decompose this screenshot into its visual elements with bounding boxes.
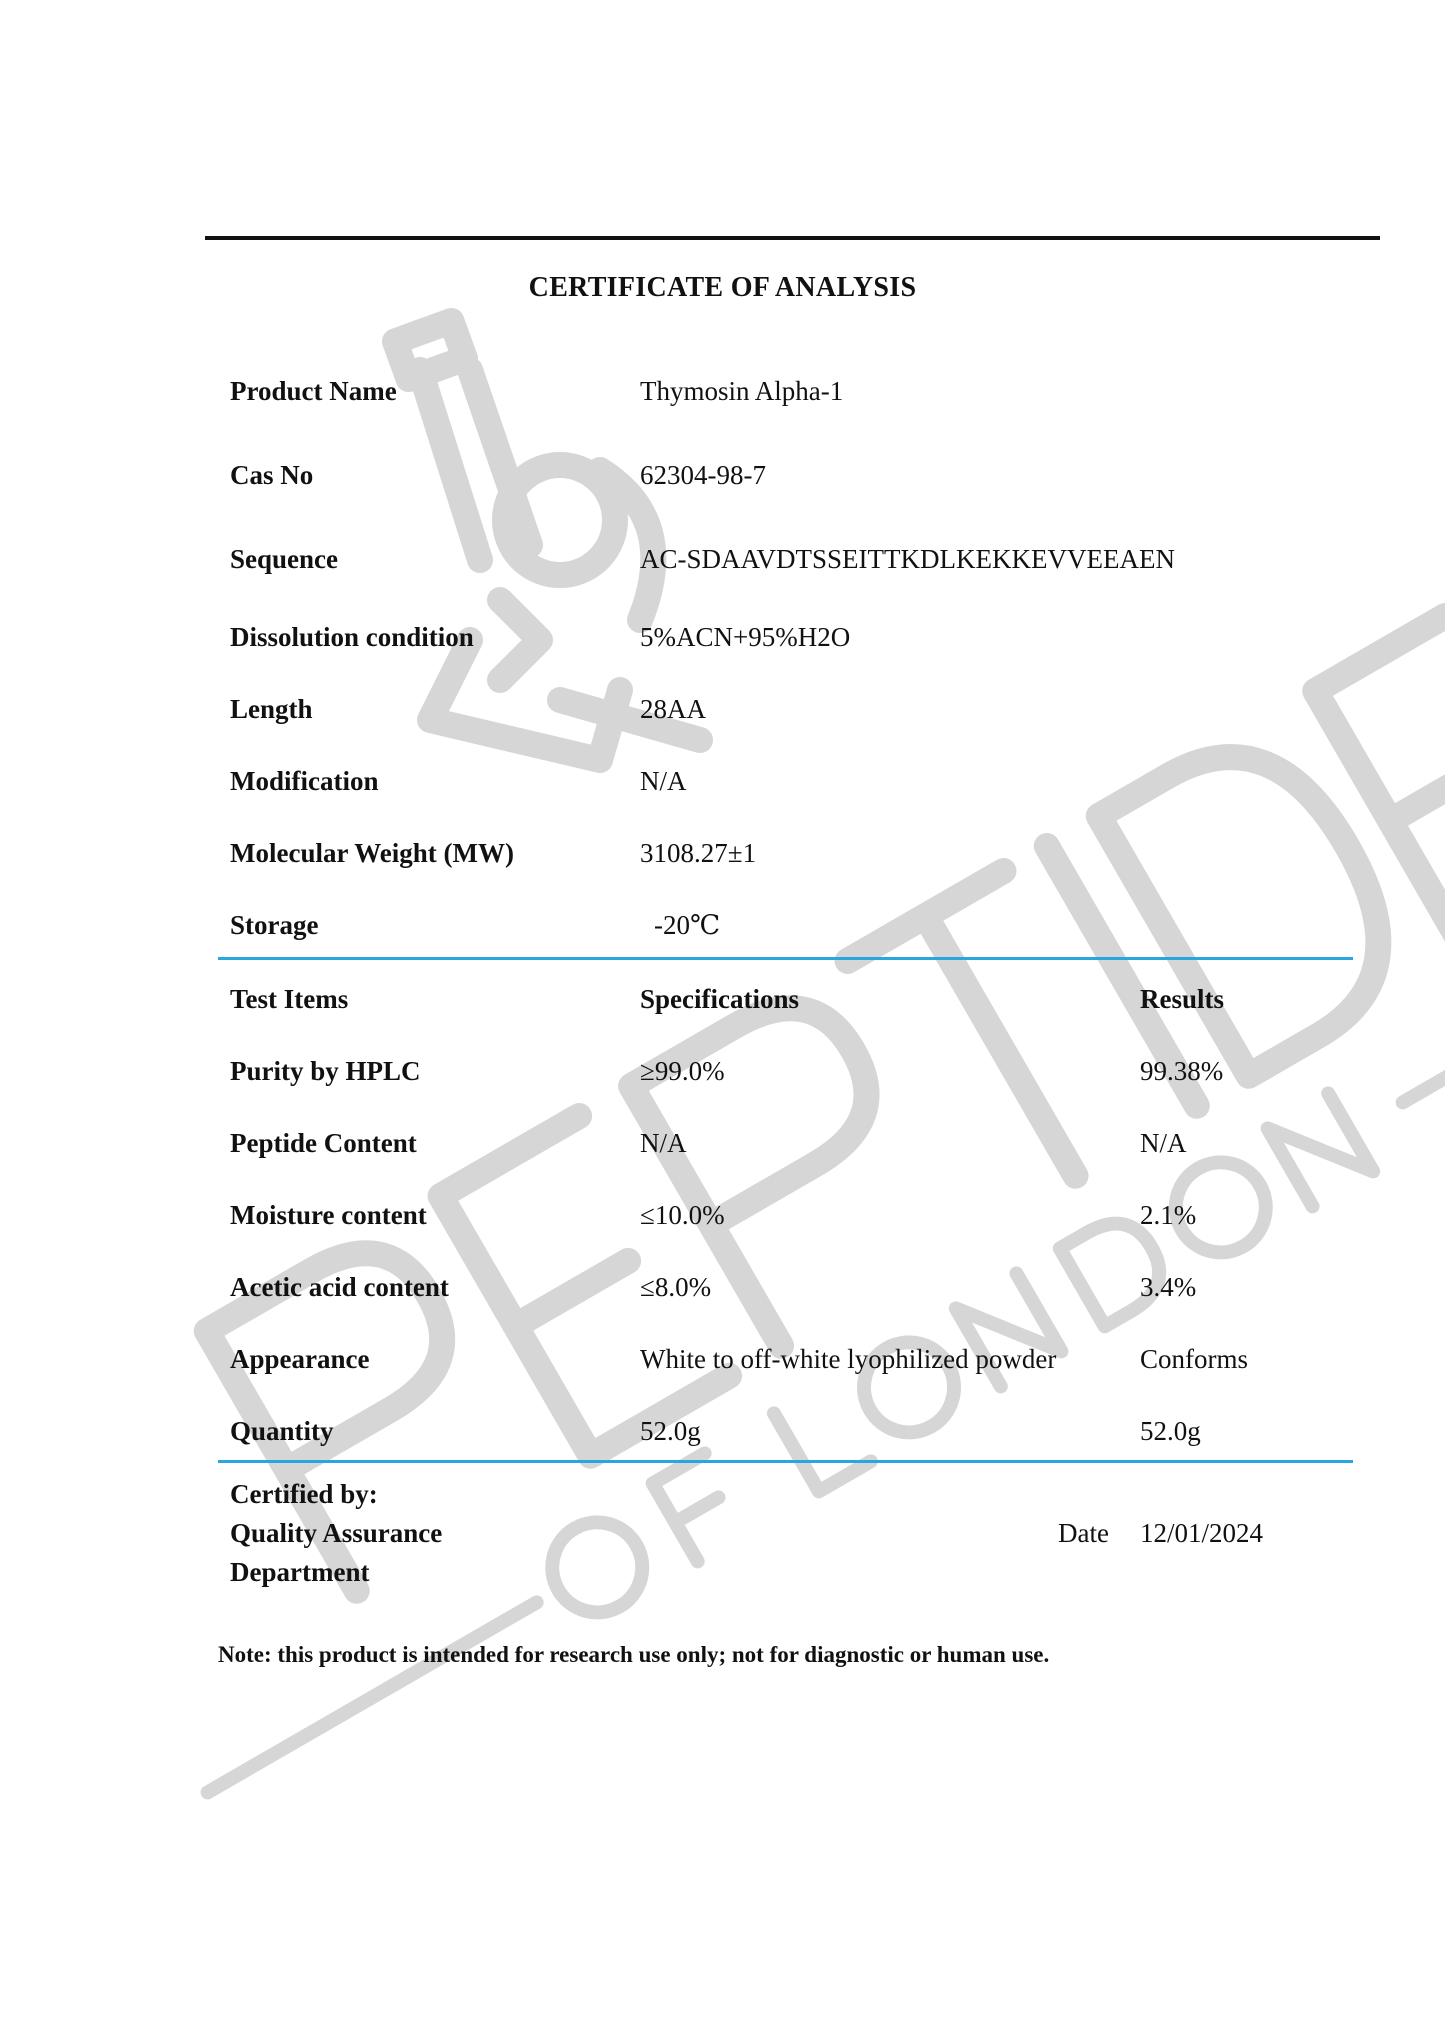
test-spec: ≥99.0% [640,1056,725,1086]
test-result: 3.4% [1140,1272,1197,1302]
table-bottom-divider [218,1460,1353,1463]
info-value: 3108.27±1 [640,838,757,868]
table-top-divider [218,957,1353,960]
top-divider [205,236,1380,240]
info-row-cas-no [0,455,1445,495]
info-label: Length [230,694,313,724]
info-value: Thymosin Alpha-1 [640,376,844,406]
info-label: Modification [230,766,379,796]
date-label: Date [1058,1518,1109,1548]
document-title: CERTIFICATE OF ANALYSIS [528,272,917,303]
table-row [0,1267,1445,1307]
date-value: 12/01/2024 [1140,1518,1264,1548]
info-label: Cas No [230,460,314,490]
info-label: Product Name [230,376,397,406]
test-item: Appearance [230,1344,370,1374]
info-row-molecular-weight [0,833,1445,873]
test-result: 2.1% [1140,1200,1197,1230]
info-row-length [0,689,1445,729]
test-spec: ≤8.0% [640,1272,712,1302]
info-value: 62304-98-7 [640,460,766,490]
info-row-storage [0,905,1445,945]
test-spec: White to off-white lyophilized powder [640,1344,1057,1374]
test-item: Moisture content [230,1200,427,1230]
info-label: Storage [230,910,319,940]
test-table-header [0,979,1445,1019]
table-row [0,1123,1445,1163]
table-row [0,1411,1445,1451]
info-label: Molecular Weight (MW) [230,838,514,868]
info-value: 28AA [640,694,706,724]
test-item: Acetic acid content [230,1272,449,1302]
info-label: Sequence [230,544,338,574]
header-specifications: Specifications [640,984,799,1014]
info-row-product-name [0,371,1445,411]
info-row-dissolution [0,617,1445,657]
info-value: 5%ACN+95%H2O [640,622,851,652]
info-value: -20℃ [654,910,721,940]
info-row-sequence [0,539,1445,579]
research-use-note: Note: this product is intended for research use only; not for diagnostic or human use. [218,1642,1050,1667]
certified-by-dept-line1: Quality Assurance [230,1518,443,1548]
test-item: Purity by HPLC [230,1056,421,1086]
certification-block [230,1475,560,1592]
test-item: Peptide Content [230,1128,417,1158]
test-result: 99.38% [1140,1056,1224,1086]
info-row-modification [0,761,1445,801]
header-results: Results [1140,984,1225,1014]
test-result: N/A [1140,1128,1187,1158]
test-spec: ≤10.0% [640,1200,725,1230]
table-row [0,1051,1445,1091]
info-value: N/A [640,766,687,796]
info-label: Dissolution condition [230,622,474,652]
certified-by-dept-line2: Department [230,1557,370,1587]
certified-by-label: Certified by: [230,1479,378,1509]
table-row [0,1195,1445,1235]
test-item: Quantity [230,1416,334,1446]
test-result: 52.0g [1140,1416,1201,1446]
test-spec: 52.0g [640,1416,701,1446]
info-value: AC-SDAAVDTSSEITTKDLKEKKEVVEEAEN [640,544,1175,574]
table-row [0,1339,1445,1379]
header-test-items: Test Items [230,984,349,1014]
test-result: Conforms [1140,1344,1248,1374]
test-spec: N/A [640,1128,687,1158]
